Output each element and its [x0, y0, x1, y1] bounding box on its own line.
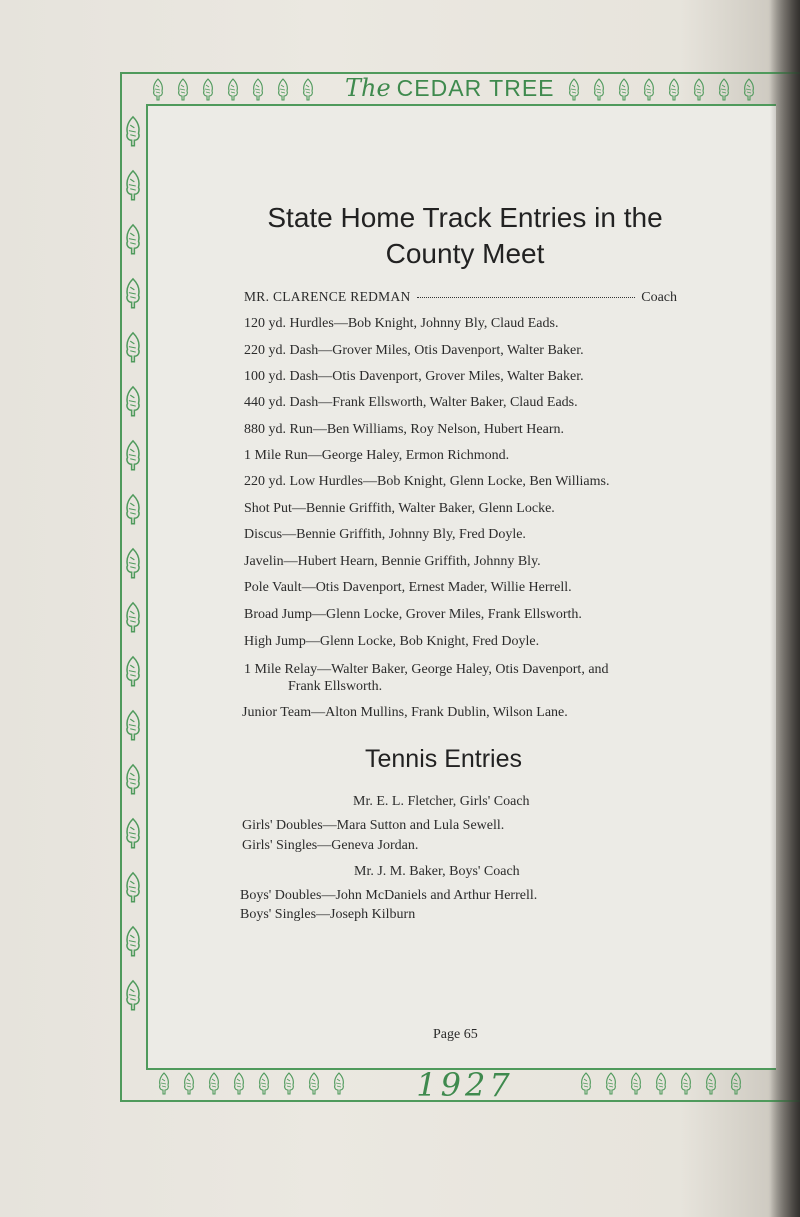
cedar-tree-icon [206, 1072, 222, 1096]
event-entry: 220 yd. Dash—Grover Miles, Otis Davenport, Walter Baker. [244, 343, 584, 358]
cedar-tree-icon [666, 78, 682, 102]
cedar-tree-icon [741, 78, 757, 102]
cedar-tree-icon [653, 1072, 669, 1096]
cedar-tree-icon [300, 78, 316, 102]
cedar-tree-icon [591, 78, 607, 102]
cedar-tree-icon [691, 78, 707, 102]
event-entry: Discus—Bennie Griffith, Johnny Bly, Fred Doyle. [244, 527, 526, 542]
event-entry: Shot Put—Bennie Griffith, Walter Baker, Glenn Locke. [244, 501, 555, 516]
cedar-tree-icon [122, 274, 144, 314]
cedar-tree-icon [716, 78, 732, 102]
coach-role: Coach [641, 290, 677, 305]
cedar-tree-icon [566, 78, 582, 102]
boys-doubles: Boys' Doubles—John McDaniels and Arthur Herrell. [240, 888, 538, 903]
event-entry: 120 yd. Hurdles—Bob Knight, Johnny Bly, Claud Eads. [244, 316, 559, 331]
leader-dots [417, 297, 636, 298]
top-right-ornaments [566, 76, 757, 104]
cedar-tree-icon [122, 760, 144, 800]
event-entry: Broad Jump—Glenn Locke, Grover Miles, Frank Ellsworth. [244, 607, 582, 622]
cedar-tree-icon [578, 1072, 594, 1096]
boys-coach: Mr. J. M. Baker, Boys' Coach [354, 864, 520, 879]
cedar-tree-icon [122, 814, 144, 854]
masthead-title: CEDAR TREE [396, 75, 555, 101]
cedar-tree-icon [275, 78, 291, 102]
event-entry: 880 yd. Run—Ben Williams, Roy Nelson, Hubert Hearn. [244, 422, 564, 437]
track-heading-line2: County Meet [385, 238, 545, 269]
event-entry: 100 yd. Dash—Otis Davenport, Grover Miles, Walter Baker. [244, 369, 584, 384]
coach-name: MR. CLARENCE REDMAN [244, 289, 411, 304]
cedar-tree-icon [728, 1072, 744, 1096]
page-number: Page 65 [433, 1027, 478, 1042]
cedar-tree-icon [200, 78, 216, 102]
cedar-tree-icon [678, 1072, 694, 1096]
masthead-the: The [345, 74, 391, 102]
cedar-tree-icon [122, 382, 144, 422]
cedar-tree-icon [603, 1072, 619, 1096]
track-heading-line1: State Home Track Entries in the [267, 202, 663, 233]
cedar-tree-icon [256, 1072, 272, 1096]
cedar-tree-icon [122, 490, 144, 530]
event-entry-continuation: Frank Ellsworth. [288, 679, 383, 694]
cedar-tree-icon [122, 868, 144, 908]
cedar-tree-icon [181, 1072, 197, 1096]
event-entry: Junior Team—Alton Mullins, Frank Dublin, Wilson Lane. [242, 705, 568, 720]
event-entry: High Jump—Glenn Locke, Bob Knight, Fred Doyle. [244, 634, 540, 649]
event-entry: 440 yd. Dash—Frank Ellsworth, Walter Baker, Claud Eads. [244, 395, 578, 410]
cedar-tree-icon [122, 544, 144, 584]
event-entry: 1 Mile Run—George Haley, Ermon Richmond. [244, 448, 510, 463]
cedar-tree-icon [122, 436, 144, 476]
footer-year: 1927 [416, 1066, 514, 1104]
event-entry: 220 yd. Low Hurdles—Bob Knight, Glenn Locke, Ben Williams. [244, 474, 610, 489]
event-entry: 1 Mile Relay—Walter Baker, George Haley, Otis Davenport, and [244, 662, 609, 677]
cedar-tree-icon [122, 598, 144, 638]
cedar-tree-icon [703, 1072, 719, 1096]
boys-singles: Boys' Singles—Joseph Kilburn [240, 907, 416, 922]
girls-doubles: Girls' Doubles—Mara Sutton and Lula Sewell. [242, 818, 505, 833]
cedar-tree-icon [641, 78, 657, 102]
cedar-tree-icon [331, 1072, 347, 1096]
cedar-tree-icon [122, 220, 144, 260]
cedar-tree-icon [122, 652, 144, 692]
top-left-ornaments [150, 76, 316, 104]
cedar-tree-icon [122, 166, 144, 206]
cedar-tree-icon [306, 1072, 322, 1096]
bottom-left-ornaments [156, 1070, 347, 1098]
cedar-tree-icon [122, 328, 144, 368]
book-spine-shadow [770, 0, 800, 1217]
cedar-tree-icon [250, 78, 266, 102]
event-entry: Javelin—Hubert Hearn, Bennie Griffith, Johnny Bly. [244, 554, 541, 569]
bottom-right-ornaments [578, 1070, 744, 1098]
cedar-tree-icon [122, 922, 144, 962]
cedar-tree-icon [231, 1072, 247, 1096]
cedar-tree-icon [225, 78, 241, 102]
cedar-tree-icon [628, 1072, 644, 1096]
masthead [345, 74, 555, 104]
cedar-tree-icon [156, 1072, 172, 1096]
cedar-tree-icon [122, 976, 144, 1016]
cedar-tree-icon [175, 78, 191, 102]
cedar-tree-icon [616, 78, 632, 102]
tennis-heading: Tennis Entries [365, 745, 523, 773]
cedar-tree-icon [150, 78, 166, 102]
track-coach-line [244, 289, 677, 306]
cedar-tree-icon [281, 1072, 297, 1096]
girls-singles: Girls' Singles—Geneva Jordan. [242, 838, 419, 853]
girls-coach: Mr. E. L. Fletcher, Girls' Coach [353, 794, 530, 809]
cedar-tree-icon [122, 706, 144, 746]
event-entry: Pole Vault—Otis Davenport, Ernest Mader, Willie Herrell. [244, 580, 572, 595]
cedar-tree-icon [122, 112, 144, 152]
left-ornaments [121, 112, 145, 1016]
